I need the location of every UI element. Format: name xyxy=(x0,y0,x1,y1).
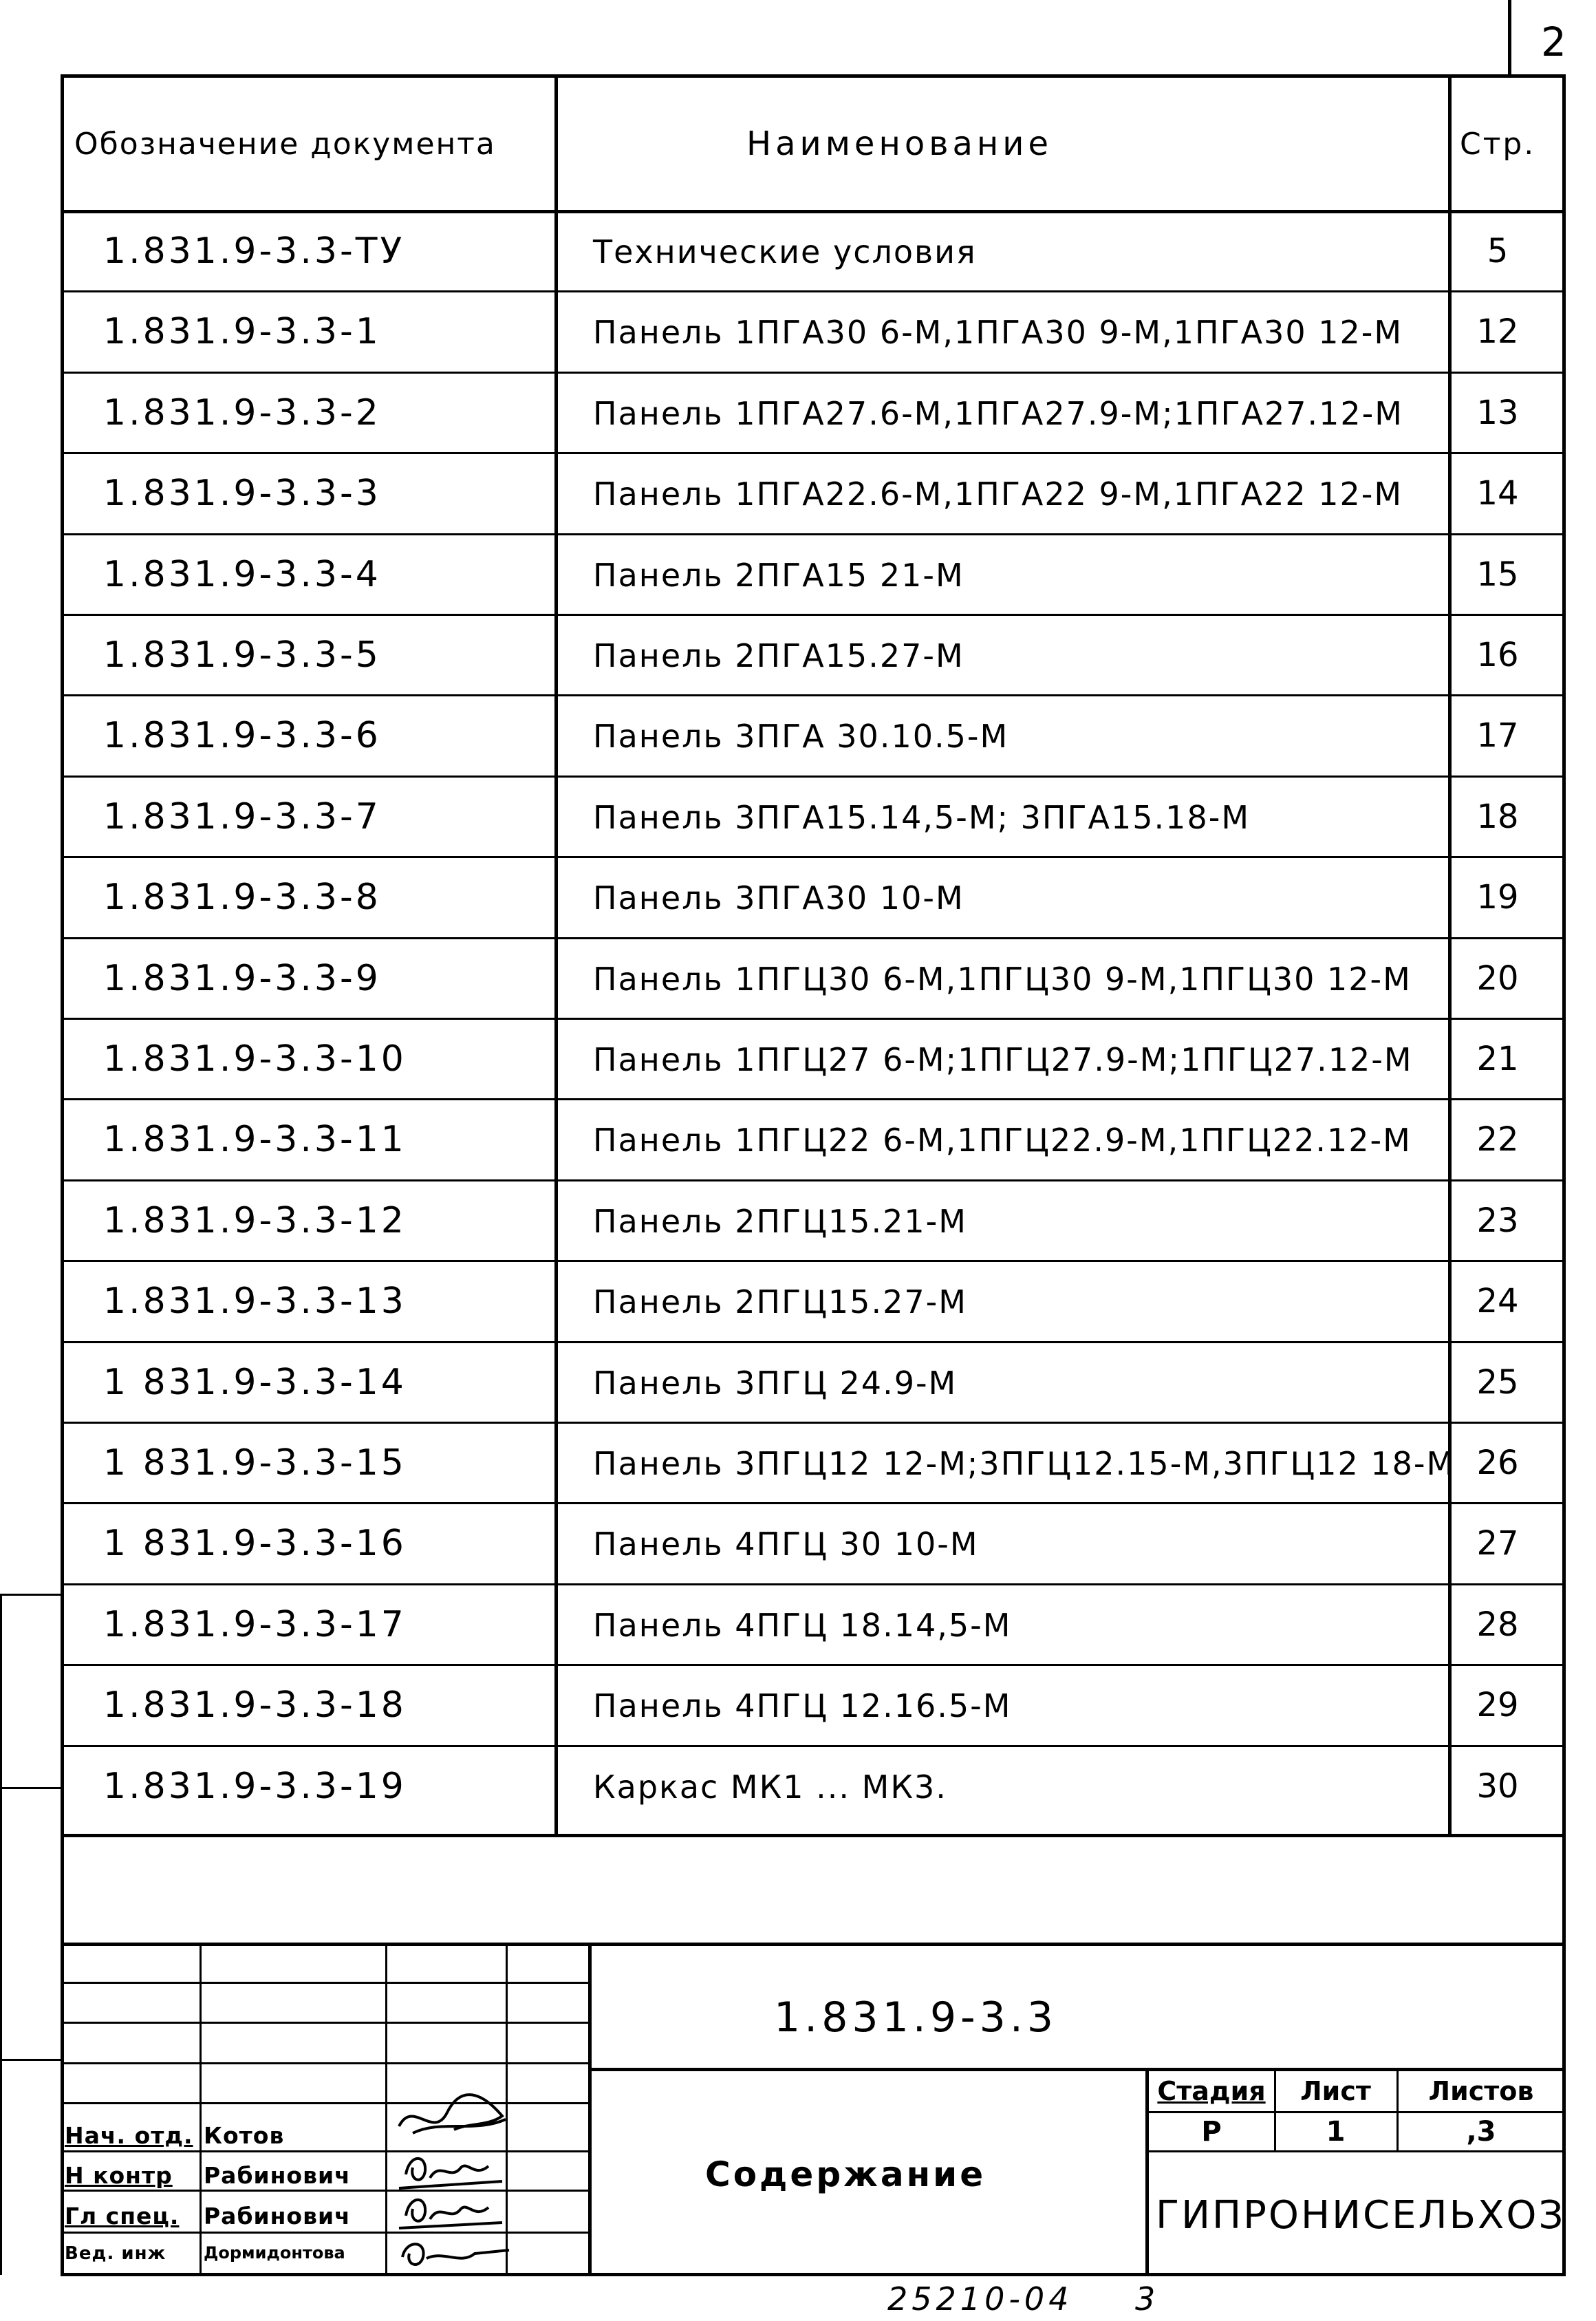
row-name: Каркас МК1 ... МК3. xyxy=(593,1768,947,1806)
stage-grid-line xyxy=(1145,2111,1565,2113)
row-name: Панель 2ПГА15.27-М xyxy=(593,637,964,674)
row-page: 18 xyxy=(1476,798,1519,836)
row-page: 19 xyxy=(1476,878,1519,917)
row-code: 1.831.9-3.3-7 xyxy=(103,796,381,837)
row-divider xyxy=(61,1179,1566,1181)
row-name: Панель 3ПГА 30.10.5-М xyxy=(593,718,1009,755)
frame-left xyxy=(61,74,64,2276)
row-divider xyxy=(61,372,1566,374)
row-page: 22 xyxy=(1476,1120,1519,1159)
binding-mark xyxy=(0,2059,62,2061)
sheets-label: Листов xyxy=(1428,2076,1534,2106)
row-code: 1.831.9-3.3-4 xyxy=(103,554,381,595)
row-name: Панель 1ПГЦ22 6-М,1ПГЦ22.9-М,1ПГЦ22.12-М xyxy=(593,1122,1412,1159)
header-name: Наименование xyxy=(746,125,1053,163)
row-name: Технические условия xyxy=(593,233,977,270)
row-code: 1.831.9-3.3-18 xyxy=(103,1684,407,1726)
row-divider xyxy=(61,1018,1566,1020)
sig-grid-line xyxy=(588,1943,592,2274)
row-divider xyxy=(61,1502,1566,1504)
binding-mark xyxy=(0,1594,2,2275)
organization-name: ГИПРОНИСЕЛЬХОЗ xyxy=(1156,2193,1566,2238)
row-page: 21 xyxy=(1476,1040,1519,1078)
row-name: Панель 1ПГЦ30 6-М,1ПГЦ30 9-М,1ПГЦ30 12-М xyxy=(593,961,1412,998)
header-page: Стр. xyxy=(1460,127,1536,162)
row-page: 27 xyxy=(1476,1524,1519,1563)
row-code: 1.831.9-3.3-1 xyxy=(103,311,381,352)
sig-role: Нач. отд. xyxy=(65,2122,193,2149)
row-page: 23 xyxy=(1476,1201,1519,1240)
row-divider xyxy=(61,694,1566,696)
sheet-number-border xyxy=(1508,0,1511,76)
row-divider xyxy=(61,1260,1566,1262)
row-code: 1.831.9-3.3-10 xyxy=(103,1038,407,1080)
row-page: 25 xyxy=(1476,1363,1519,1402)
row-code: 1.831.9-3.3-8 xyxy=(103,877,381,918)
row-code: 1.831.9-3.3-9 xyxy=(103,958,381,999)
row-divider xyxy=(61,290,1566,292)
row-divider xyxy=(61,937,1566,939)
row-page: 20 xyxy=(1476,959,1519,998)
row-page: 15 xyxy=(1476,555,1519,594)
sig-name: Рабинович xyxy=(204,2203,351,2229)
sheet-number: 2 xyxy=(1541,19,1566,65)
sig-role: Вед. инж xyxy=(65,2243,166,2264)
row-name: Панель 2ПГА15 21-М xyxy=(593,557,964,594)
header-designation: Обозначение документа xyxy=(74,127,496,162)
sig-name: Дормидонтова xyxy=(204,2243,345,2263)
row-name: Панель 3ПГЦ 24.9-М xyxy=(593,1365,958,1402)
row-name: Панель 4ПГЦ 30 10-М xyxy=(593,1526,979,1563)
row-code: 1.831.9-3.3-5 xyxy=(103,634,381,676)
row-code: 1 831.9-3.3-15 xyxy=(103,1442,407,1484)
row-code: 1.831.9-3.3-17 xyxy=(103,1604,407,1645)
row-divider xyxy=(61,1341,1566,1343)
row-code: 1.831.9-3.3-ТУ xyxy=(103,231,405,272)
row-divider xyxy=(61,533,1566,535)
row-page: 12 xyxy=(1476,312,1519,351)
row-page: 30 xyxy=(1476,1767,1519,1806)
row-code: 1.831.9-3.3-11 xyxy=(103,1119,407,1160)
row-divider xyxy=(61,1098,1566,1100)
row-divider xyxy=(61,776,1566,778)
sig-name: Рабинович xyxy=(204,2162,351,2189)
row-page: 13 xyxy=(1476,394,1519,432)
title-block-top xyxy=(61,1943,1566,1946)
frame-top xyxy=(61,74,1566,78)
sig-grid-line xyxy=(200,1943,202,2274)
sheets-value: ,3 xyxy=(1466,2116,1496,2148)
stage-label: Стадия xyxy=(1157,2076,1266,2106)
row-divider xyxy=(61,1664,1566,1666)
row-name: Панель 1ПГА30 6-М,1ПГА30 9-М,1ПГА30 12-М xyxy=(593,314,1403,351)
row-divider xyxy=(61,1422,1566,1424)
row-name: Панель 1ПГЦ27 6-М;1ПГЦ27.9-М;1ПГЦ27.12-М xyxy=(593,1041,1413,1078)
row-name: Панель 3ПГЦ12 12-М;3ПГЦ12.15-М,3ПГЦ12 18-М xyxy=(593,1445,1456,1482)
row-name: Панель 2ПГЦ15.21-М xyxy=(593,1203,967,1240)
frame-right xyxy=(1562,74,1566,2276)
handwritten-signatures xyxy=(385,2085,523,2274)
row-code: 1.831.9-3.3-12 xyxy=(103,1200,407,1241)
table-bottom xyxy=(61,1834,1566,1837)
row-page: 17 xyxy=(1476,716,1519,755)
stage-grid-line xyxy=(1145,2150,1565,2152)
row-name: Панель 4ПГЦ 18.14,5-М xyxy=(593,1607,1012,1644)
row-code: 1.831.9-3.3-19 xyxy=(103,1766,407,1807)
sheet-label: Лист xyxy=(1300,2076,1371,2106)
sig-grid-line xyxy=(61,2022,590,2024)
row-code: 1.831.9-3.3-6 xyxy=(103,715,381,756)
row-page: 26 xyxy=(1476,1444,1519,1482)
sig-role: Н контр xyxy=(65,2162,173,2189)
column-divider xyxy=(554,74,558,1837)
row-code: 1.831.9-3.3-13 xyxy=(103,1281,407,1322)
row-code: 1 831.9-3.3-14 xyxy=(103,1362,407,1403)
row-divider xyxy=(61,1583,1566,1585)
stage-value: Р xyxy=(1201,2116,1222,2148)
row-divider xyxy=(61,856,1566,858)
sheet-value: 1 xyxy=(1326,2116,1346,2148)
row-page: 16 xyxy=(1476,636,1519,674)
row-page: 5 xyxy=(1487,232,1509,270)
row-page: 24 xyxy=(1476,1282,1519,1320)
row-code: 1 831.9-3.3-16 xyxy=(103,1523,407,1564)
row-name: Панель 3ПГА15.14,5-М; 3ПГА15.18-М xyxy=(593,799,1251,836)
doc-code-divider xyxy=(588,2068,1566,2071)
row-divider xyxy=(61,614,1566,616)
archive-number: 25210-04 xyxy=(887,2280,1073,2318)
frame-bottom xyxy=(61,2273,1566,2276)
column-divider xyxy=(1448,74,1452,1837)
row-page: 29 xyxy=(1476,1686,1519,1724)
sig-grid-line xyxy=(61,1982,590,1984)
row-page: 28 xyxy=(1476,1605,1519,1644)
doc-title: Содержание xyxy=(705,2154,986,2194)
row-divider xyxy=(61,452,1566,454)
doc-code: 1.831.9-3.3 xyxy=(774,1993,1058,2042)
binding-mark xyxy=(0,1787,62,1789)
header-divider xyxy=(61,210,1566,213)
doc-title-divider xyxy=(1145,2068,1149,2274)
sig-grid-line xyxy=(61,2062,590,2064)
row-page: 14 xyxy=(1476,474,1519,513)
row-code: 1.831.9-3.3-3 xyxy=(103,473,381,514)
row-divider xyxy=(61,1745,1566,1747)
row-name: Панель 3ПГА30 10-М xyxy=(593,879,964,917)
row-code: 1.831.9-3.3-2 xyxy=(103,392,381,434)
page-mark: 3 xyxy=(1135,2280,1156,2318)
row-name: Панель 2ПГЦ15.27-М xyxy=(593,1283,967,1320)
row-name: Панель 1ПГА22.6-М,1ПГА22 9-М,1ПГА22 12-М xyxy=(593,475,1403,513)
row-name: Панель 1ПГА27.6-М,1ПГА27.9-М;1ПГА27.12-М xyxy=(593,395,1403,432)
sig-role: Гл спец. xyxy=(65,2203,180,2229)
sig-name: Котов xyxy=(204,2122,285,2149)
row-name: Панель 4ПГЦ 12.16.5-М xyxy=(593,1687,1012,1724)
binding-mark xyxy=(0,1594,62,1596)
